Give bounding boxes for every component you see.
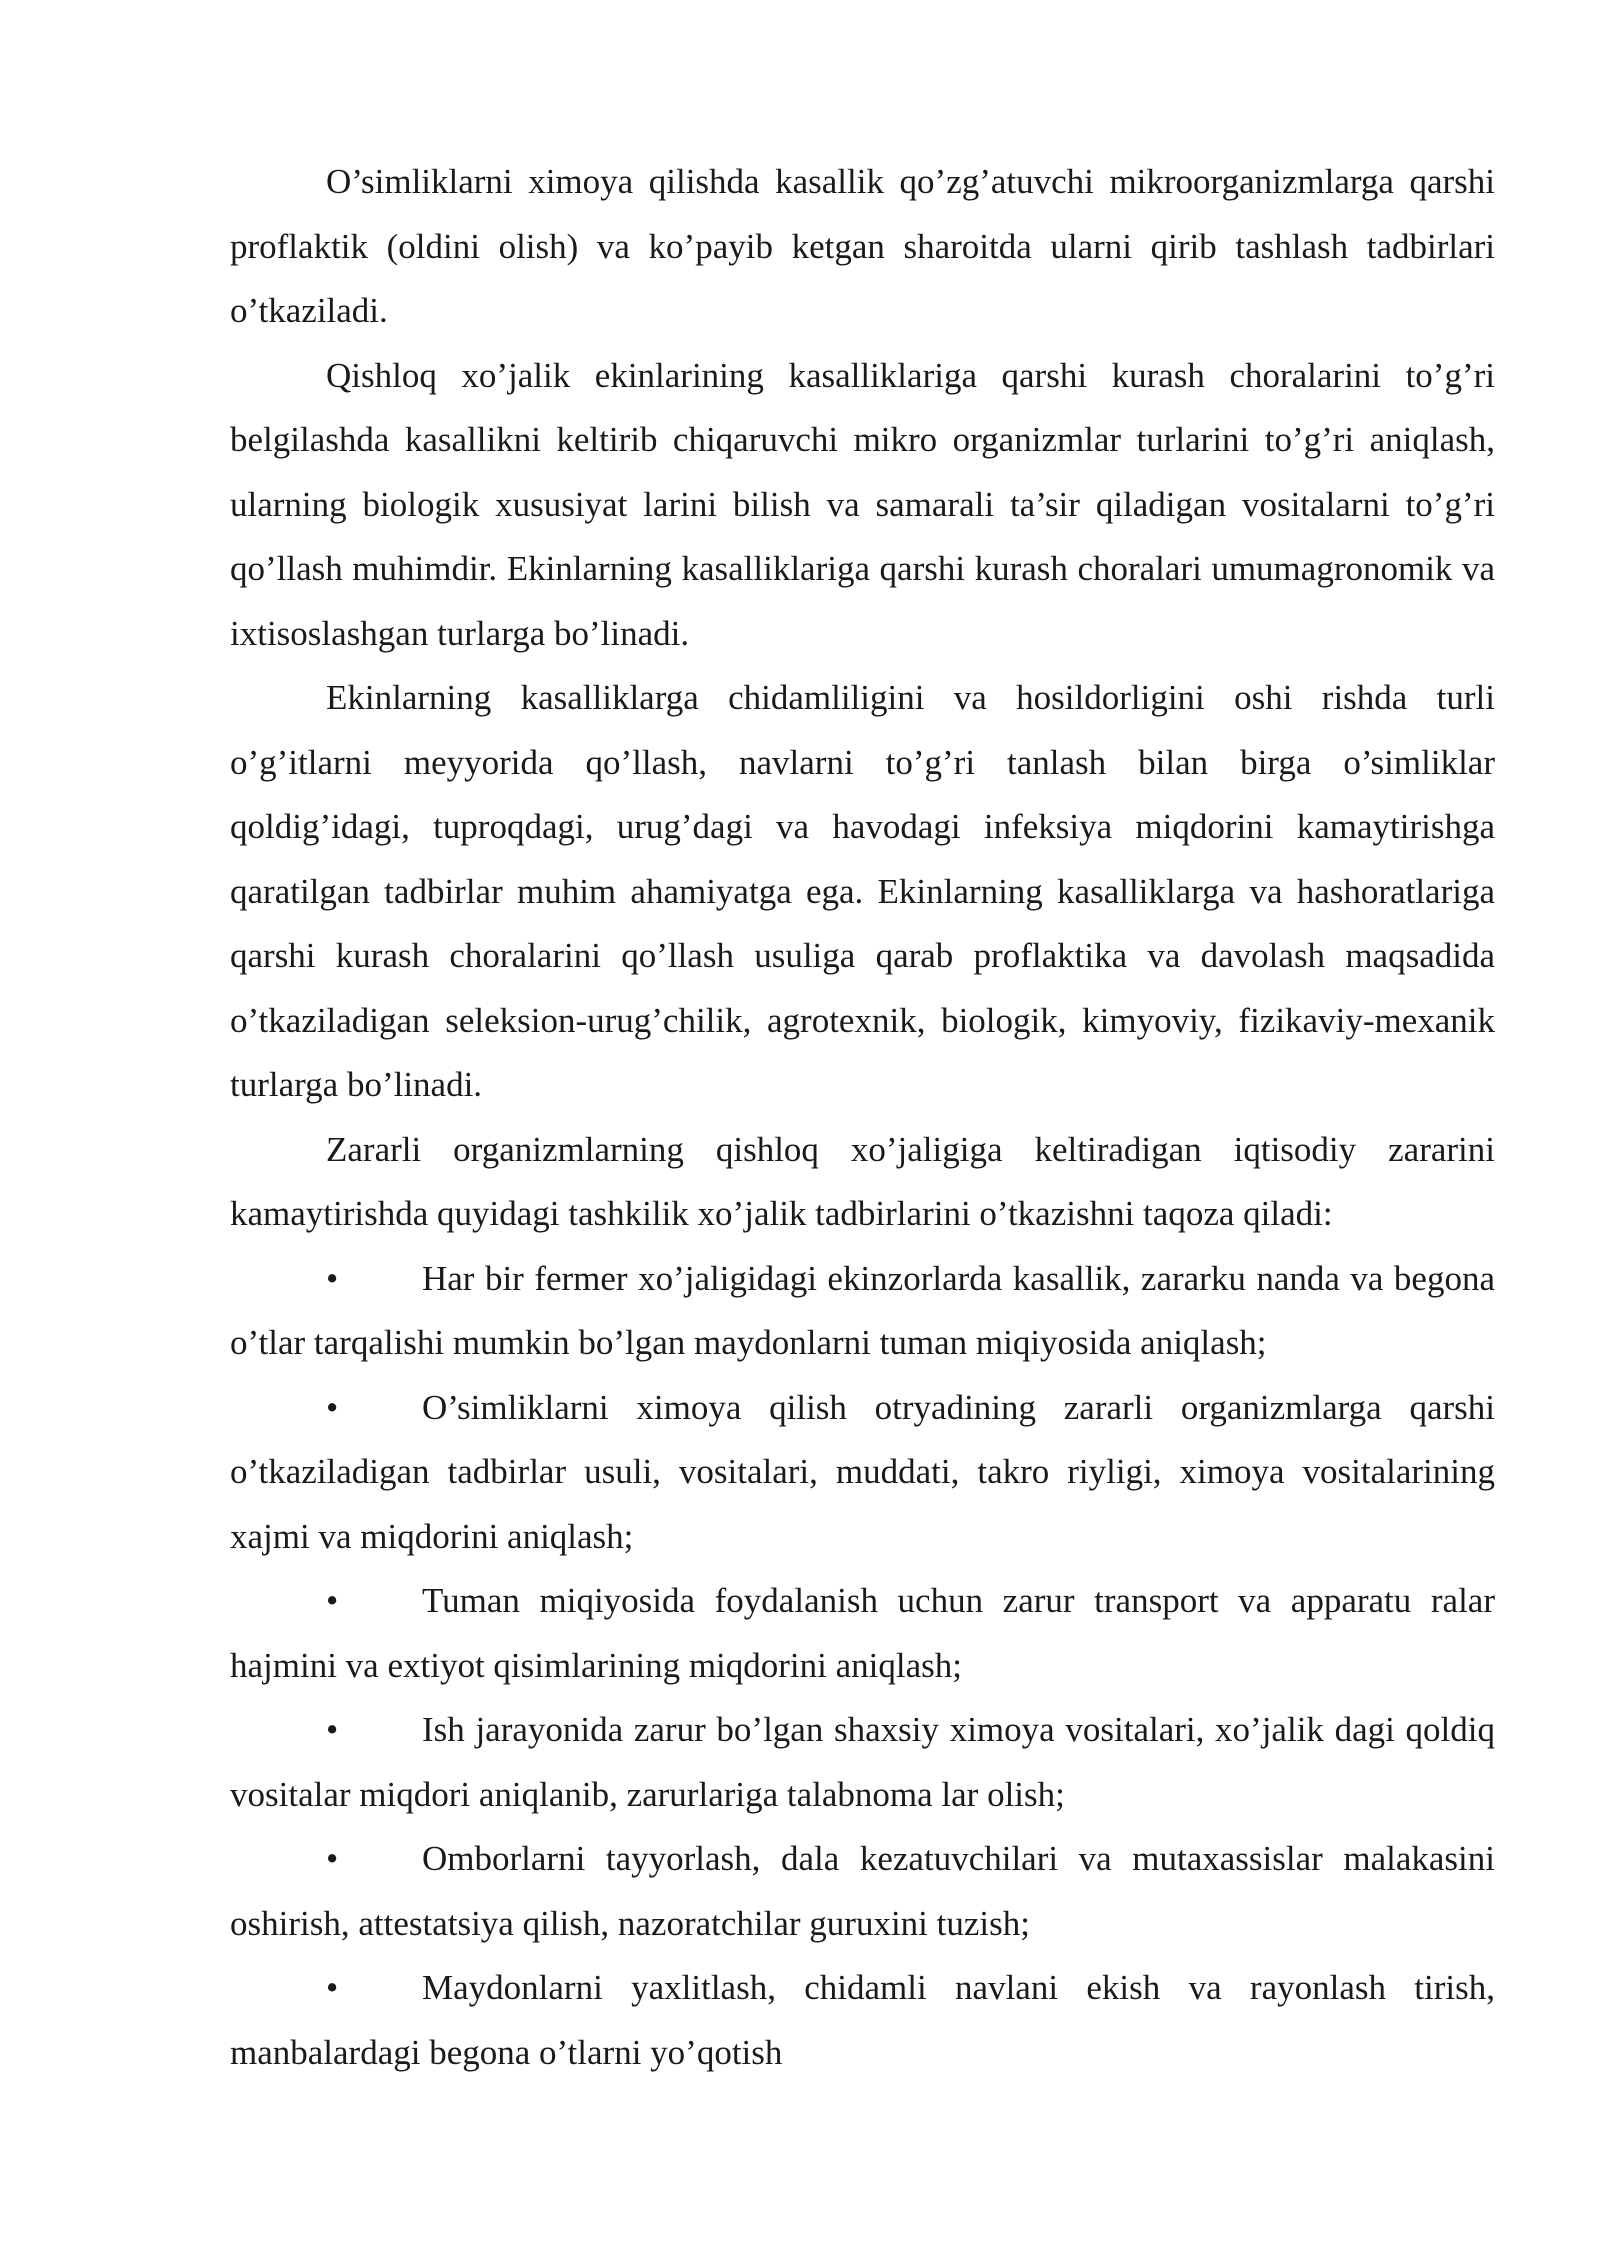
document-page xyxy=(230,150,1495,2085)
paragraph-1: O’simliklarni ximoya qilishda kasallik qo’zg’atuvchi mikroorganizmlarga qarshi proflaktik (oldini olish) va ko’payib ketgan sharoitda ularni qirib tashlash tadbirlari o’tkaziladi. xyxy=(230,162,1495,330)
bullet-marker: • xyxy=(326,1710,339,1749)
bullet-marker: • xyxy=(326,1968,339,2007)
bullet-marker: • xyxy=(326,1387,339,1427)
bullet-item-1 xyxy=(230,1247,1495,1376)
paragraph-4: Zararli organizmlarning qishloq xo’jaligiga keltiradigan iqtisodiy zararini kamaytirishda quyidagi tashkilik xo’jalik tadbirlarini o’tkazishni taqoza qiladi: xyxy=(230,1129,1495,1233)
bullet-item-3 xyxy=(230,1569,1495,1698)
bullet-item-4 xyxy=(230,1698,1495,1827)
bullet-list xyxy=(230,1247,1495,2086)
paragraph-3: Ekinlarning kasalliklarga chidamliligini va hosildorligini oshi rishda turli o’g’itlarni meyyorida qo’llash, navlarni to’g’ri tanlash bilan birga o’simliklar qoldig’idagi, tuproqdagi, urug’dagi va havodagi infeksiya miqdorini kamaytirishga qaratilgan tadbirlar muhim ahamiyatga ega. Ekinlarning kasalliklarga va hashoratlariga qarshi kurash choralarini qo’llash usuliga qarab proflaktika va davolash maqsadida o’tkaziladigan seleksion-urug’chilik, agrotexnik, biologik, kimyoviy, fizikaviy-mexanik turlarga bo’linadi. xyxy=(230,678,1495,1104)
bullet-text: Omborlarni tayyorlash, dala kezatuvchilari va mutaxassislar malakasini oshirish, attestatsiya qilish, nazoratchilar guruxini tuzish; xyxy=(230,1839,1495,1943)
bullet-marker: • xyxy=(326,1581,339,1620)
bullet-item-5 xyxy=(230,1827,1495,1956)
bullet-marker: • xyxy=(326,1258,339,1298)
bullet-marker: • xyxy=(326,1839,339,1878)
bullet-item-6 xyxy=(230,1956,1495,2085)
bullet-text: Tuman miqiyosida foydalanish uchun zarur transport va apparatu ralar hajmini va extiyot qisimlarining miqdorini aniqlash; xyxy=(230,1581,1495,1685)
paragraph-2: Qishloq xo’jalik ekinlarining kasalliklariga qarshi kurash choralarini to’g’ri belgilashda kasallikni keltirib chiqaruvchi mikro organizmlar turlarini to’g’ri aniqlash, ularning biologik xususiyat larini bilish va samarali ta’sir qiladigan vositalarni to’g’ri qo’llash muhimdir. Ekinlarning kasalliklariga qarshi kurash choralari umumagronomik va ixtisoslashgan turlarga bo’linadi. xyxy=(230,355,1495,653)
bullet-text: Har bir fermer xo’jaligidagi ekinzorlarda kasallik, zararku nanda va begona o’tlar tarqalishi mumkin bo’lgan maydonlarni tuman miqiyosida aniqlash; xyxy=(230,1258,1495,1362)
bullet-item-2 xyxy=(230,1376,1495,1570)
bullet-text: Ish jarayonida zarur bo’lgan shaxsiy ximoya vositalari, xo’jalik dagi qoldiq vositalar miqdori aniqlanib, zarurlariga talabnoma lar olish; xyxy=(230,1710,1495,1814)
bullet-text: Maydonlarni yaxlitlash, chidamli navlani ekish va rayonlash tirish, manbalardagi begona o’tlarni yo’qotish xyxy=(230,1968,1495,2072)
bullet-text: O’simliklarni ximoya qilish otryadining zararli organizmlarga qarshi o’tkaziladigan tadbirlar usuli, vositalari, muddati, takro riyligi, ximoya vositalarining xajmi va miqdorini aniqlash; xyxy=(230,1387,1495,1556)
